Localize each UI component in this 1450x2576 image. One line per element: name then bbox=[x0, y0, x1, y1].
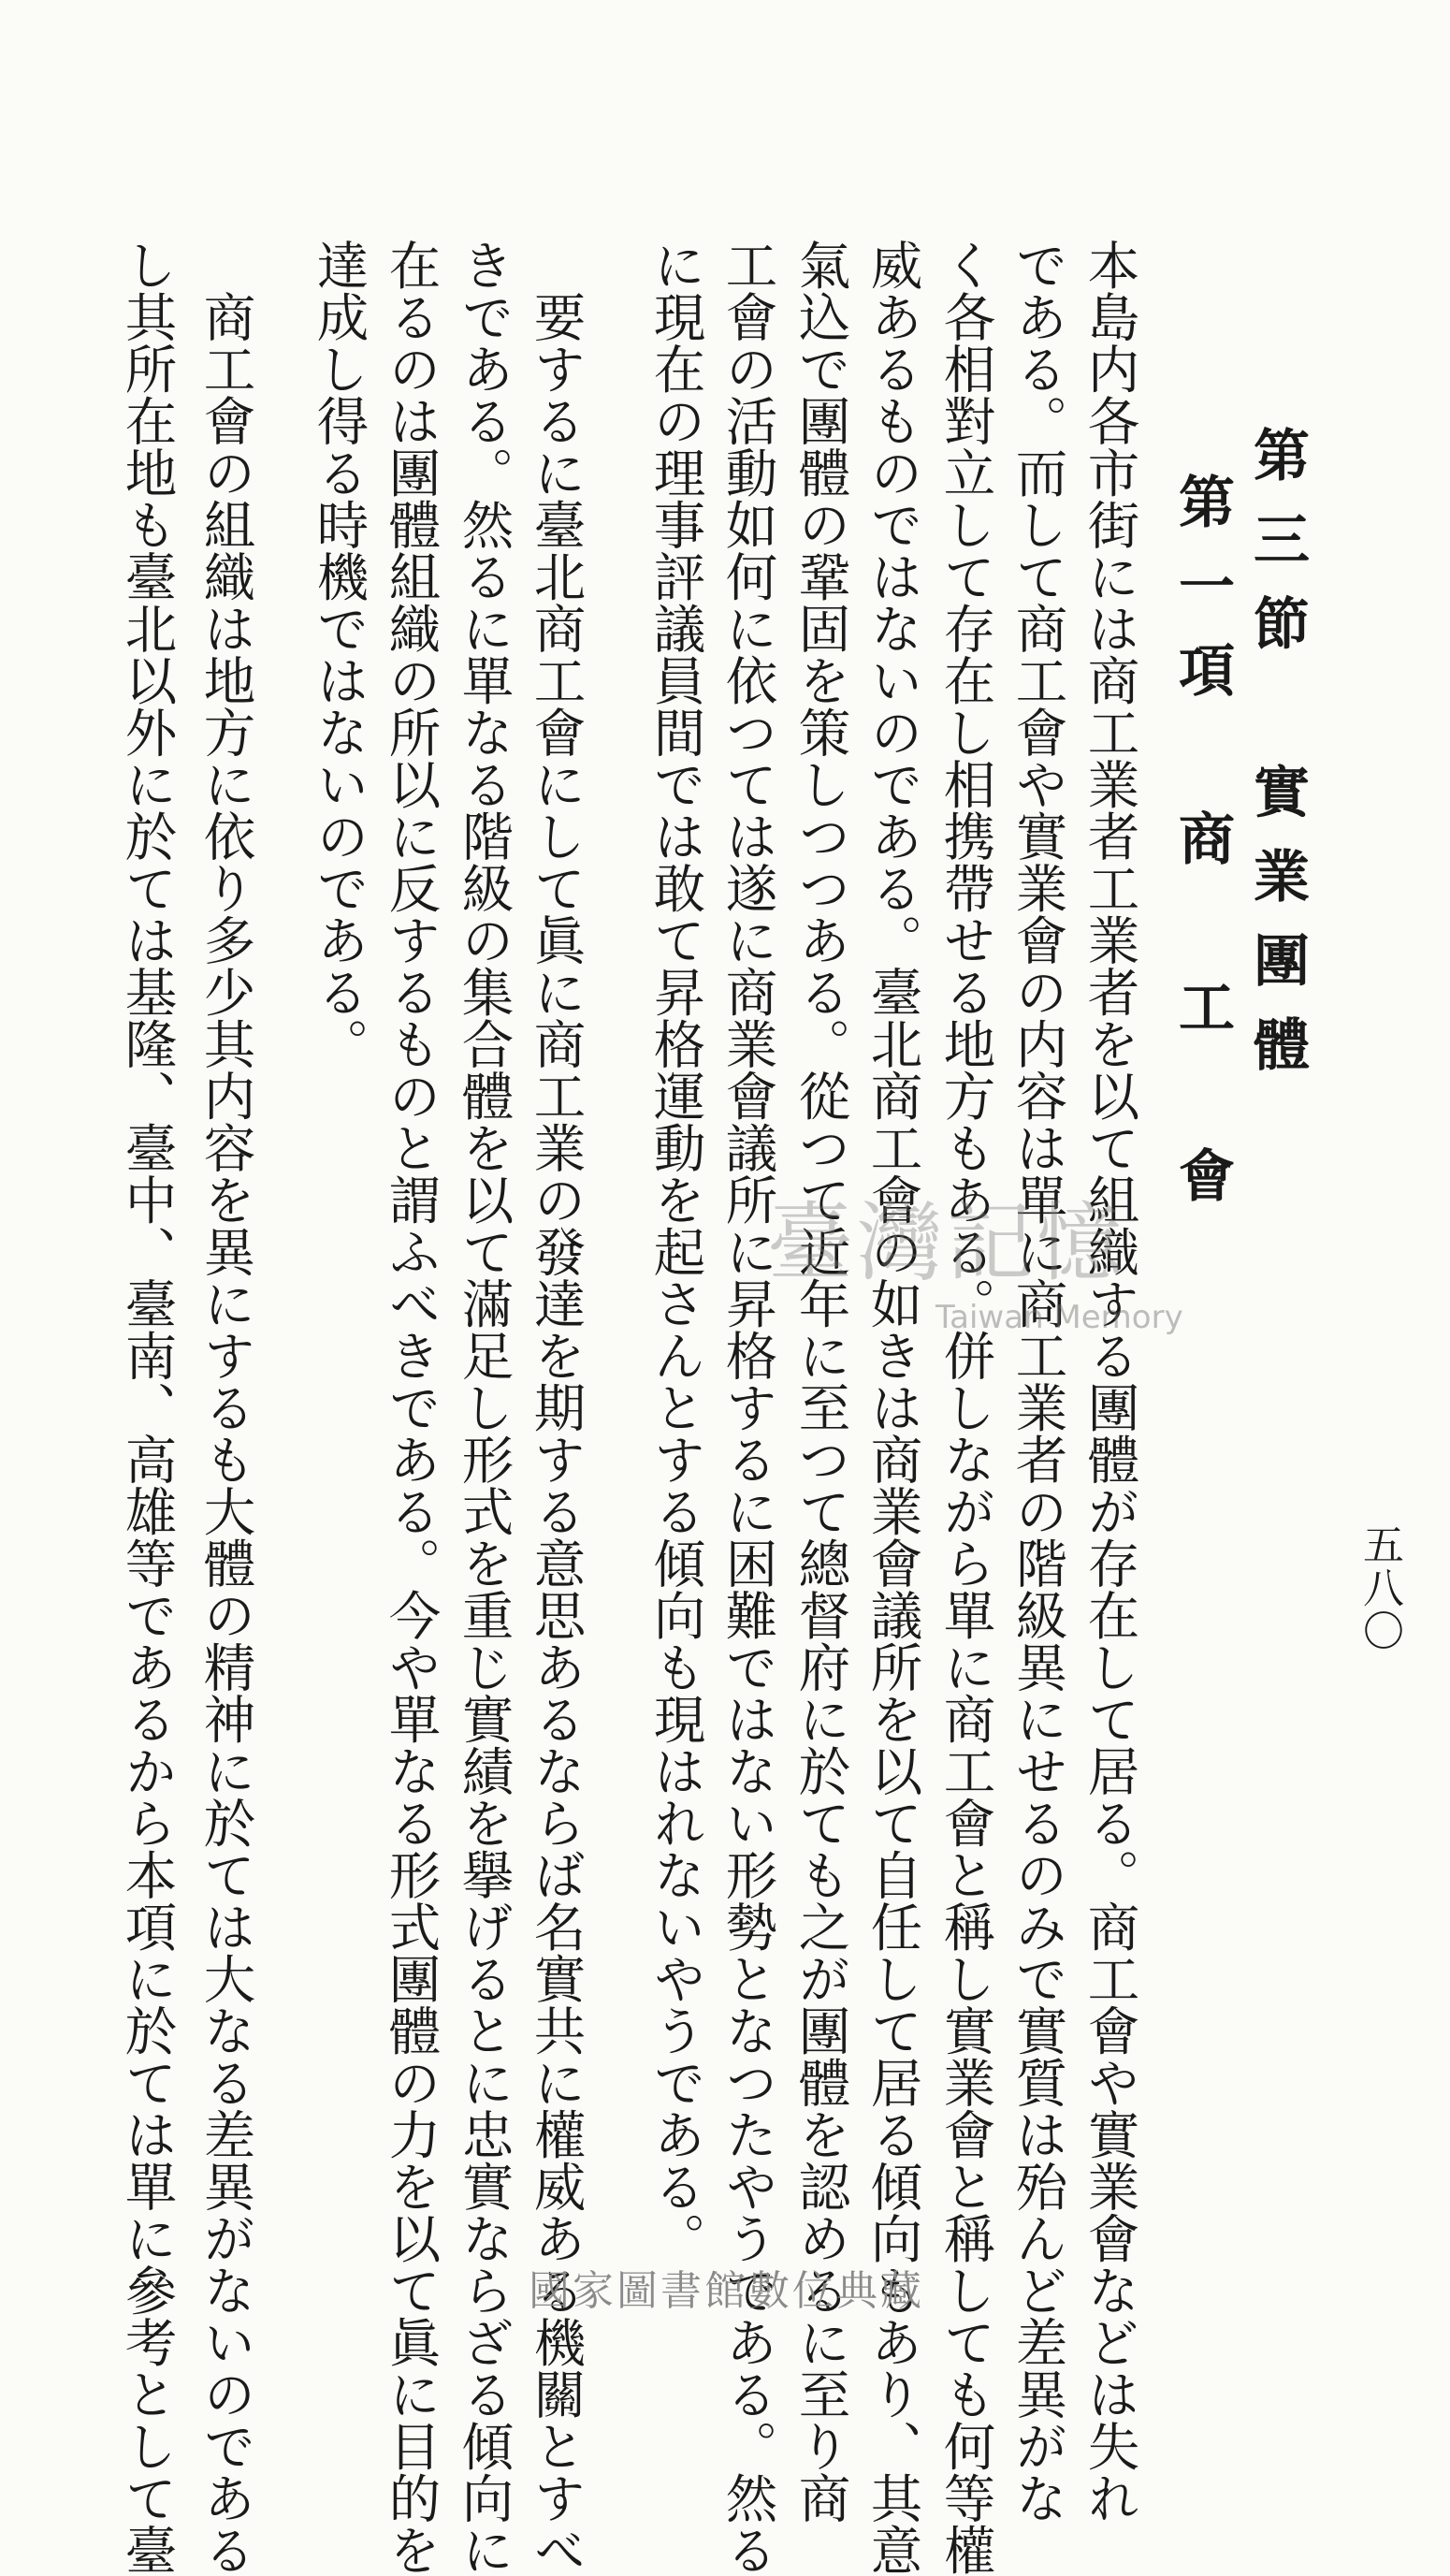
text-line-2: である。而して商工會や實業會の内容は單に商工業者の階級異にせるのみで實質は殆んど差異がな bbox=[1006, 239, 1067, 2524]
text-line-4: 威あるものではないのである。臺北商工會の如きは商業會議所を以て自任して居る傾向もあり、其意 bbox=[861, 239, 922, 2576]
text-line-9: きである。然るに單なる階級の集合體を以て滿足し形式を重じ實績を擧げるとに忠實ならざる傾向に bbox=[452, 239, 514, 2576]
text-line-10: 在るのは團體組織の所以に反するものと謂ふべきである。今や單なる形式團體の力を以て眞に目的を bbox=[379, 239, 441, 2576]
text-line-3: く各相對立して存在し相携帶せる地方もある。併しながら單に商工會と稱し實業會と稱しても何等權 bbox=[934, 239, 995, 2576]
text-line-12: 商工會の組織は地方に依り多少其内容を異にするも大體の精神に於ては大なる差異がないのである bbox=[194, 239, 255, 2576]
text-line-6: 工會の活動如何に依つては遂に商業會議所に昇格するに困難ではない形勢となつたやうである。然る bbox=[716, 239, 777, 2576]
text-line-11: 達成し得る時機ではないのである。 bbox=[307, 239, 369, 1070]
footer-source-label: 國家圖書館數位典藏 bbox=[529, 2267, 924, 2315]
text-line-5: 氣込で團體の鞏固を策しつつある。從つて近年に至つて總督府に於ても之が團體を認めるに至り商 bbox=[789, 239, 850, 2524]
text-line-8: 要するに臺北商工會にして眞に商工業の發達を期する意思あるならば名實共に權威ある機關とすべ bbox=[524, 239, 586, 2576]
page-number: 五八〇 bbox=[1356, 1523, 1403, 1652]
text-line-13: し其所在地も臺北以外に於ては基隆、臺中、臺南、高雄等であるから本項に於ては單に參考として臺 bbox=[115, 239, 177, 2576]
text-line-1: 本島内各市街には商工業者工業者を以て組織する團體が存在して居る。商工會や實業會などは失れ bbox=[1078, 239, 1139, 2524]
watermark-logo-text: 臺灣記憶 bbox=[767, 1193, 1127, 1293]
subsection-title: 第一項 商 工 會 bbox=[1169, 473, 1235, 1230]
section-title: 第三節 實業團體 bbox=[1244, 426, 1310, 1099]
text-line-7: に現在の理事評議員間では敢て昇格運動を起さんとする傾向も現はれないやうである。 bbox=[644, 239, 705, 2264]
watermark-logo-subtext: Taiwan Memory bbox=[935, 1299, 1183, 1336]
